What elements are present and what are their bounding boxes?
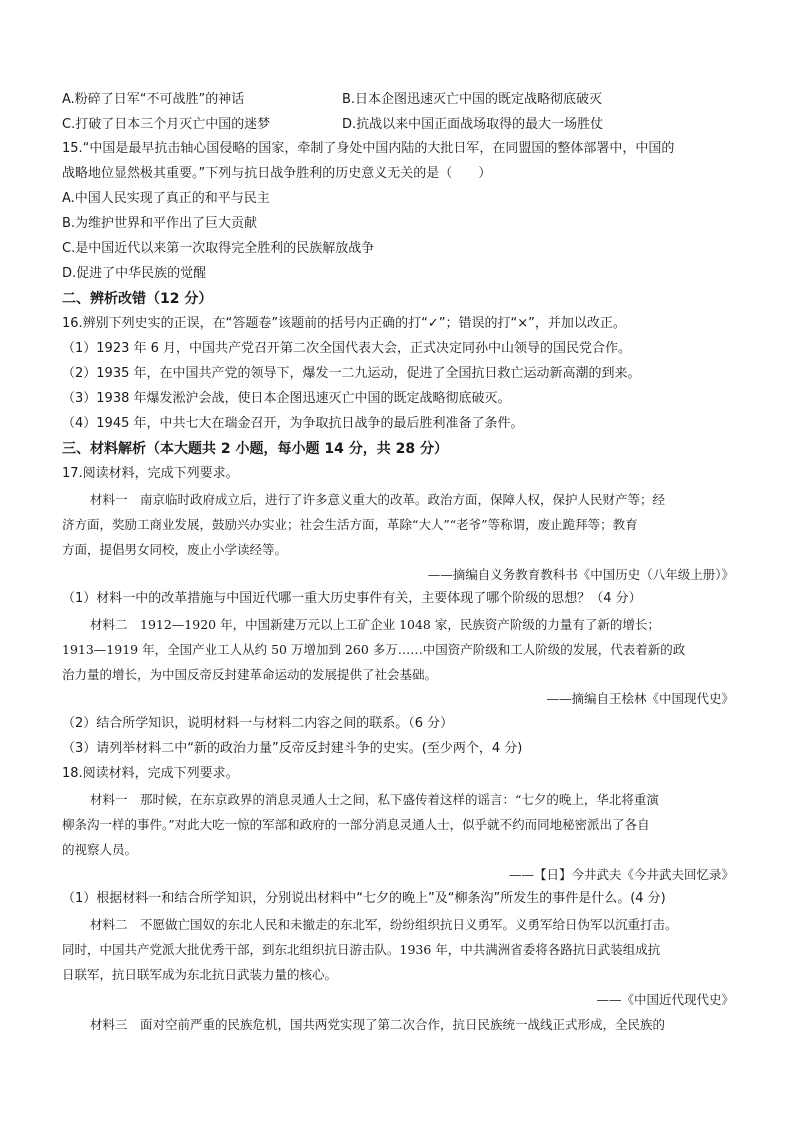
q14-option-a: A.粉碎了日军“不可战胜”的神话 xyxy=(62,92,245,107)
q18-stem: 18.阅读材料，完成下列要求。 xyxy=(62,766,239,781)
q18-material1-source: ——【日】今井武夫《今井武夫回忆录》 xyxy=(508,867,734,882)
q16-item-2: （2）1935 年，在中国共产党的领导下，爆发一二九运动，促进了全国抗日救亡运动新高潮的到来。 xyxy=(62,366,641,381)
q17-sub1: （1）材料一中的改革措施与中国近代哪一重大历史事件有关，主要体现了哪个阶级的思想？（4 分） xyxy=(62,591,642,606)
q14-option-c: C.打破了日本三个月灭亡中国的迷梦 xyxy=(62,117,271,132)
q18-material1-line1: 材料一 那时候，在东京政界的消息灵通人士之间，私下盛传着这样的谣言：“七夕的晚上，华北将重演 xyxy=(90,792,659,807)
q18-material1-line2: 柳条沟一样的事件。”对此大吃一惊的军部和政府的一部分消息灵通人士，似乎就不约而同地秘密派出了各自 xyxy=(62,817,650,832)
q16-item-4: （4）1945 年，中共七大在瑞金召开，为争取抗日战争的最后胜利准备了条件。 xyxy=(62,416,524,431)
q18-sub1: （1）根据材料一和结合所学知识，分别说出材料中“七夕的晚上”及“柳条沟”所发生的事件是什么。(4 分) xyxy=(62,891,666,906)
q18-material2-line1: 材料二 不愿做亡国奴的东北人民和未撤走的东北军，纷纷组织抗日义勇军。义勇军给日伪军以沉重打击。 xyxy=(90,917,678,932)
q17-sub3: （3）请列举材料二中“新的政治力量”反帝反封建斗争的史实。(至少两个，4 分) xyxy=(62,741,523,756)
q15-option-a: A.中国人民实现了真正的和平与民主 xyxy=(62,191,270,206)
q15-option-d: D.促进了中华民族的觉醒 xyxy=(62,266,207,281)
q15-stem-line2: 战略地位显然极其重要。”下列与抗日战争胜利的历史意义无关的是（ ） xyxy=(62,166,492,181)
q17-material1-line2: 济方面，奖励工商业发展，鼓励兴办实业；社会生活方面，革除“大人”“老爷”等称谓，废止跪拜等；教育 xyxy=(62,517,638,532)
q18-material2-source: ——《中国近代现代史》 xyxy=(596,992,734,1007)
q15-stem-line1: 15.“中国是最早抗击轴心国侵略的国家，牵制了身处中国内陆的大批日军，在同盟国的整体部署中，中国的 xyxy=(62,141,675,156)
q17-material2-line1: 材料二 1912—1920 年，中国新建万元以上工矿企业 1048 家，民族资产阶级的力量有了新的增长； xyxy=(90,617,660,632)
q16-item-3: （3）1938 年爆发淞沪会战，使日本企图迅速灭亡中国的既定战略彻底破灭。 xyxy=(62,391,511,406)
q17-material2-line3: 治力量的增长，为中国反帝反封建革命运动的发展提供了社会基础。 xyxy=(62,667,438,682)
q17-stem: 17.阅读材料，完成下列要求。 xyxy=(62,466,239,481)
q18-material3-line1: 材料三 面对空前严重的民族危机，国共两党实现了第二次合作，抗日民族统一战线正式形成，全民族的 xyxy=(90,1017,666,1032)
q17-material2-line2: 1913—1919 年，全国产业工人从约 50 万增加到 260 多万……中国资产阶级和工人阶级的发展，代表着新的政 xyxy=(62,642,686,657)
q17-material2-source: ——摘编自王桧林《中国现代史》 xyxy=(546,691,734,706)
q15-option-c: C.是中国近代以来第一次取得完全胜利的民族解放战争 xyxy=(62,241,375,256)
q17-material1-source: ——摘编自义务教育教科书《中国历史（八年级上册）》 xyxy=(427,567,734,582)
q14-option-d: D.抗战以来中国正面战场取得的最大一场胜仗 xyxy=(342,117,604,132)
section2-title: 二、辨析改错（12 分） xyxy=(62,291,213,307)
section3-title: 三、材料解析（本大题共 2 小题，每小题 14 分，共 28 分） xyxy=(62,441,448,457)
q17-sub2: （2）结合所学知识，说明材料一与材料二内容之间的联系。（6 分） xyxy=(62,716,454,731)
q18-material2-line2: 同时，中国共产党派大批优秀干部，到东北组织抗日游击队。1936 年，中共满洲省委将各路抗日武装组成抗 xyxy=(62,942,661,957)
q16-stem: 16.辨别下列史实的正误，在“答题卷”该题前的括号内正确的打“✓”；错误的打“×”，并加以改正。 xyxy=(62,316,626,331)
q14-option-b: B.日本企图迅速灭亡中国的既定战略彻底破灭 xyxy=(342,92,603,107)
q15-option-b: B.为维护世界和平作出了巨大贡献 xyxy=(62,216,258,231)
q18-material2-line3: 日联军，抗日联军成为东北抗日武装力量的核心。 xyxy=(62,967,338,982)
q16-item-1: （1）1923 年 6 月，中国共产党召开第二次全国代表大会，正式决定同孙中山领导的国民党合作。 xyxy=(62,341,632,356)
q18-material1-line3: 的视察人员。 xyxy=(62,842,138,857)
q17-material1-line3: 方面，提倡男女同校，废止小学读经等。 xyxy=(62,542,288,557)
q17-material1-line1: 材料一 南京临时政府成立后，进行了许多意义重大的改革。政治方面，保障人权，保护人民财产等；经 xyxy=(90,492,666,507)
